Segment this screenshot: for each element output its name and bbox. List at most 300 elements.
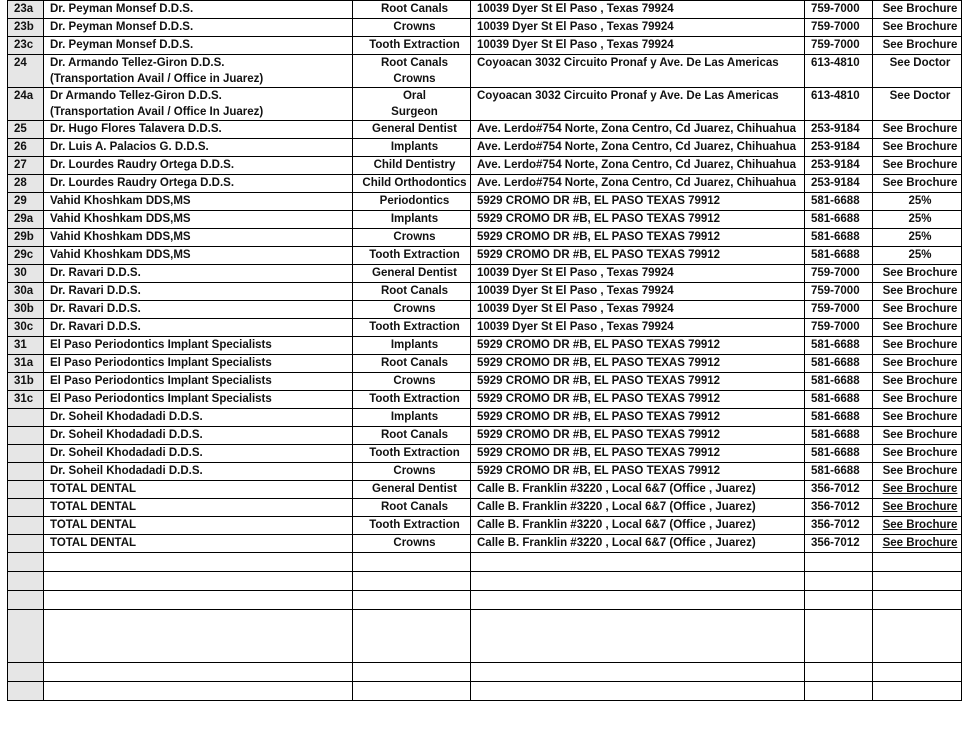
table-row bbox=[8, 373, 962, 391]
address: 5929 CROMO DR #B, EL PASO TEXAS 79912 bbox=[477, 411, 721, 423]
empty-cell bbox=[873, 663, 962, 682]
row-number: 29b bbox=[14, 231, 34, 243]
phone-cell bbox=[805, 355, 873, 373]
provider-name-cell bbox=[44, 283, 353, 301]
row-number-cell bbox=[8, 193, 44, 211]
provider-name: Vahid Khoshkam DDS,MS bbox=[50, 231, 191, 243]
table-row bbox=[8, 88, 962, 121]
phone-number: 759-7000 bbox=[811, 285, 860, 297]
provider-name: (Transportation Avail / Office in Juarez) bbox=[50, 73, 264, 85]
service-name: Crowns bbox=[393, 537, 436, 549]
table-row bbox=[8, 499, 962, 517]
table-row bbox=[8, 337, 962, 355]
service-name: Oral bbox=[402, 90, 426, 102]
empty-cell bbox=[353, 610, 471, 663]
phone-number: 581-6688 bbox=[811, 465, 860, 477]
address-cell bbox=[471, 229, 805, 247]
address: Calle B. Franklin #3220 , Local 6&7 (Office , Juarez) bbox=[477, 519, 756, 531]
phone-cell bbox=[805, 247, 873, 265]
row-number: 23b bbox=[14, 21, 34, 33]
discount-note-cell bbox=[873, 337, 962, 355]
phone-number: 581-6688 bbox=[811, 357, 860, 369]
discount-note-cell bbox=[873, 319, 962, 337]
discount-note: See Brochure bbox=[882, 429, 958, 441]
address-cell bbox=[471, 265, 805, 283]
service-cell bbox=[353, 427, 471, 445]
discount-note: See Brochure bbox=[882, 267, 958, 279]
service-name: Root Canals bbox=[380, 3, 449, 15]
address: Ave. Lerdo#754 Norte, Zona Centro, Cd Juarez, Chihuahua bbox=[477, 141, 797, 153]
brochure-link-cell[interactable] bbox=[873, 499, 962, 517]
phone-cell bbox=[805, 55, 873, 88]
discount-note-cell bbox=[873, 121, 962, 139]
see-brochure-link[interactable]: See Brochure bbox=[882, 483, 958, 495]
address: 10039 Dyer St El Paso , Texas 79924 bbox=[477, 39, 674, 51]
empty-cell bbox=[805, 663, 873, 682]
table-row bbox=[8, 157, 962, 175]
discount-note: See Brochure bbox=[882, 465, 958, 477]
discount-note: See Brochure bbox=[882, 339, 958, 351]
provider-name-cell bbox=[44, 463, 353, 481]
discount-note: See Brochure bbox=[882, 123, 958, 135]
address: 5929 CROMO DR #B, EL PASO TEXAS 79912 bbox=[477, 249, 721, 261]
service-name: Implants bbox=[390, 141, 439, 153]
provider-name: TOTAL DENTAL bbox=[50, 537, 137, 549]
empty-cell bbox=[353, 591, 471, 610]
provider-name: TOTAL DENTAL bbox=[50, 483, 137, 495]
brochure-link-cell[interactable] bbox=[873, 481, 962, 499]
address-cell bbox=[471, 499, 805, 517]
phone-number: 253-9184 bbox=[811, 123, 860, 135]
service-cell bbox=[353, 211, 471, 229]
address: 10039 Dyer St El Paso , Texas 79924 bbox=[477, 321, 674, 333]
provider-name-cell bbox=[44, 355, 353, 373]
empty-cell bbox=[353, 663, 471, 682]
provider-name-cell bbox=[44, 193, 353, 211]
discount-note-cell bbox=[873, 445, 962, 463]
discount-note-cell bbox=[873, 1, 962, 19]
service-name: General Dentist bbox=[372, 483, 457, 495]
address-cell bbox=[471, 373, 805, 391]
row-number-cell bbox=[8, 211, 44, 229]
row-number: 27 bbox=[14, 159, 27, 171]
discount-note: See Brochure bbox=[882, 357, 958, 369]
discount-note-cell bbox=[873, 301, 962, 319]
provider-name: Dr. Hugo Flores Talavera D.D.S. bbox=[50, 123, 222, 135]
phone-cell bbox=[805, 193, 873, 211]
discount-note-cell bbox=[873, 247, 962, 265]
row-number-cell bbox=[8, 265, 44, 283]
row-number: 29 bbox=[14, 195, 27, 207]
service-name: Tooth Extraction bbox=[369, 321, 460, 333]
service-cell bbox=[353, 391, 471, 409]
address: 5929 CROMO DR #B, EL PASO TEXAS 79912 bbox=[477, 375, 721, 387]
dental-providers-table bbox=[7, 0, 962, 701]
service-cell bbox=[353, 265, 471, 283]
empty-cell bbox=[805, 682, 873, 701]
table-row bbox=[8, 463, 962, 481]
table-row bbox=[8, 229, 962, 247]
empty-row bbox=[8, 663, 962, 682]
service-cell bbox=[353, 121, 471, 139]
row-number-cell bbox=[8, 355, 44, 373]
provider-name: El Paso Periodontics Implant Specialists bbox=[50, 357, 272, 369]
phone-number: 356-7012 bbox=[811, 501, 860, 513]
discount-note: 25% bbox=[908, 231, 932, 243]
service-name: Tooth Extraction bbox=[369, 249, 460, 261]
provider-name-cell bbox=[44, 37, 353, 55]
provider-name: Dr. Soheil Khodadadi D.D.S. bbox=[50, 465, 203, 477]
empty-cell bbox=[353, 682, 471, 701]
row-number-cell bbox=[8, 301, 44, 319]
phone-cell bbox=[805, 427, 873, 445]
discount-note-cell bbox=[873, 283, 962, 301]
phone-number: 613-4810 bbox=[811, 90, 860, 102]
address: 10039 Dyer St El Paso , Texas 79924 bbox=[477, 21, 674, 33]
row-number: 23a bbox=[14, 3, 34, 15]
service-name: General Dentist bbox=[372, 267, 457, 279]
provider-name-cell bbox=[44, 373, 353, 391]
empty-cell bbox=[471, 682, 805, 701]
address-cell bbox=[471, 37, 805, 55]
service-name: Root Canals bbox=[380, 285, 449, 297]
provider-name: (Transportation Avail / Office In Juarez) bbox=[50, 106, 264, 118]
provider-name: Vahid Khoshkam DDS,MS bbox=[50, 213, 191, 225]
provider-name-cell bbox=[44, 139, 353, 157]
discount-note: See Brochure bbox=[882, 3, 958, 15]
empty-cell bbox=[8, 610, 44, 663]
row-number-cell bbox=[8, 463, 44, 481]
discount-note: See Brochure bbox=[882, 375, 958, 387]
service-name: Implants bbox=[390, 213, 439, 225]
empty-row bbox=[8, 591, 962, 610]
address: 5929 CROMO DR #B, EL PASO TEXAS 79912 bbox=[477, 393, 721, 405]
phone-number: 581-6688 bbox=[811, 429, 860, 441]
provider-name-cell bbox=[44, 55, 353, 88]
empty-row bbox=[8, 553, 962, 572]
provider-name-cell bbox=[44, 175, 353, 193]
empty-cell bbox=[8, 663, 44, 682]
provider-name: Dr. Soheil Khodadadi D.D.S. bbox=[50, 411, 203, 423]
address-cell bbox=[471, 481, 805, 499]
row-number-cell bbox=[8, 37, 44, 55]
address: Ave. Lerdo#754 Norte, Zona Centro, Cd Juarez, Chihuahua bbox=[477, 123, 797, 135]
service-cell bbox=[353, 373, 471, 391]
table-row bbox=[8, 481, 962, 499]
row-number: 24 bbox=[14, 57, 27, 69]
address-cell bbox=[471, 175, 805, 193]
row-number: 30c bbox=[14, 321, 34, 333]
discount-note-cell bbox=[873, 175, 962, 193]
row-number-cell bbox=[8, 247, 44, 265]
address: 5929 CROMO DR #B, EL PASO TEXAS 79912 bbox=[477, 357, 721, 369]
row-number: 24a bbox=[14, 90, 34, 102]
service-cell bbox=[353, 319, 471, 337]
discount-note-cell bbox=[873, 409, 962, 427]
service-cell bbox=[353, 481, 471, 499]
service-name: Periodontics bbox=[379, 195, 450, 207]
row-number-cell bbox=[8, 535, 44, 553]
provider-name: El Paso Periodontics Implant Specialists bbox=[50, 339, 272, 351]
provider-name-cell bbox=[44, 481, 353, 499]
service-name: Implants bbox=[390, 411, 439, 423]
row-number: 30a bbox=[14, 285, 34, 297]
address-cell bbox=[471, 283, 805, 301]
row-number-cell bbox=[8, 337, 44, 355]
service-cell bbox=[353, 355, 471, 373]
phone-cell bbox=[805, 481, 873, 499]
empty-cell bbox=[44, 572, 353, 591]
address: Calle B. Franklin #3220 , Local 6&7 (Office , Juarez) bbox=[477, 501, 756, 513]
service-name: Surgeon bbox=[391, 106, 438, 118]
discount-note-cell bbox=[873, 55, 962, 88]
discount-note: See Doctor bbox=[889, 90, 951, 102]
address-cell bbox=[471, 88, 805, 121]
provider-name-cell bbox=[44, 88, 353, 121]
provider-name-cell bbox=[44, 409, 353, 427]
address-cell bbox=[471, 301, 805, 319]
discount-note-cell bbox=[873, 391, 962, 409]
phone-number: 356-7012 bbox=[811, 519, 860, 531]
address-cell bbox=[471, 535, 805, 553]
discount-note-cell bbox=[873, 265, 962, 283]
phone-number: 253-9184 bbox=[811, 141, 860, 153]
row-number-cell bbox=[8, 499, 44, 517]
phone-cell bbox=[805, 391, 873, 409]
row-number-cell bbox=[8, 55, 44, 88]
row-number: 31a bbox=[14, 357, 34, 369]
table-row bbox=[8, 301, 962, 319]
table-row bbox=[8, 55, 962, 88]
discount-note-cell bbox=[873, 157, 962, 175]
provider-name: Dr Armando Tellez-Giron D.D.S. bbox=[50, 90, 222, 102]
see-brochure-link[interactable]: See Brochure bbox=[882, 501, 958, 513]
phone-cell bbox=[805, 121, 873, 139]
address: 10039 Dyer St El Paso , Texas 79924 bbox=[477, 267, 674, 279]
address-cell bbox=[471, 193, 805, 211]
discount-note: See Brochure bbox=[882, 141, 958, 153]
provider-name: TOTAL DENTAL bbox=[50, 519, 137, 531]
table-row bbox=[8, 409, 962, 427]
row-number: 29c bbox=[14, 249, 34, 261]
service-cell bbox=[353, 55, 471, 88]
address: 10039 Dyer St El Paso , Texas 79924 bbox=[477, 3, 674, 15]
service-name: Root Canals bbox=[380, 357, 449, 369]
provider-name: Dr. Luis A. Palacios G. D.D.S. bbox=[50, 141, 209, 153]
table-row bbox=[8, 121, 962, 139]
service-cell bbox=[353, 157, 471, 175]
discount-note: See Brochure bbox=[882, 321, 958, 333]
phone-number: 581-6688 bbox=[811, 393, 860, 405]
empty-cell bbox=[873, 610, 962, 663]
phone-cell bbox=[805, 409, 873, 427]
phone-cell bbox=[805, 301, 873, 319]
discount-note: See Brochure bbox=[882, 177, 958, 189]
address-cell bbox=[471, 319, 805, 337]
address: Calle B. Franklin #3220 , Local 6&7 (Office , Juarez) bbox=[477, 537, 756, 549]
empty-cell bbox=[44, 663, 353, 682]
service-cell bbox=[353, 337, 471, 355]
empty-row bbox=[8, 610, 962, 663]
provider-name: Dr. Ravari D.D.S. bbox=[50, 321, 141, 333]
row-number: 31b bbox=[14, 375, 34, 387]
table-row bbox=[8, 37, 962, 55]
provider-name: TOTAL DENTAL bbox=[50, 501, 137, 513]
address-cell bbox=[471, 463, 805, 481]
empty-cell bbox=[44, 591, 353, 610]
provider-name-cell bbox=[44, 535, 353, 553]
phone-cell bbox=[805, 373, 873, 391]
see-brochure-link[interactable]: See Brochure bbox=[882, 519, 958, 531]
phone-number: 581-6688 bbox=[811, 411, 860, 423]
empty-cell bbox=[805, 572, 873, 591]
phone-cell bbox=[805, 463, 873, 481]
provider-name-cell bbox=[44, 265, 353, 283]
row-number: 23c bbox=[14, 39, 34, 51]
address-cell bbox=[471, 427, 805, 445]
row-number-cell bbox=[8, 283, 44, 301]
discount-note: See Brochure bbox=[882, 447, 958, 459]
row-number-cell bbox=[8, 88, 44, 121]
service-name: Crowns bbox=[393, 465, 436, 477]
address-cell bbox=[471, 139, 805, 157]
service-cell bbox=[353, 229, 471, 247]
phone-number: 759-7000 bbox=[811, 21, 860, 33]
phone-cell bbox=[805, 1, 873, 19]
discount-note: See Brochure bbox=[882, 285, 958, 297]
phone-cell bbox=[805, 211, 873, 229]
phone-number: 759-7000 bbox=[811, 39, 860, 51]
phone-cell bbox=[805, 265, 873, 283]
discount-note-cell bbox=[873, 139, 962, 157]
table-row bbox=[8, 175, 962, 193]
provider-name-cell bbox=[44, 301, 353, 319]
brochure-link-cell[interactable] bbox=[873, 517, 962, 535]
phone-number: 581-6688 bbox=[811, 447, 860, 459]
discount-note: See Brochure bbox=[882, 39, 958, 51]
phone-cell bbox=[805, 175, 873, 193]
row-number: 31c bbox=[14, 393, 34, 405]
discount-note-cell bbox=[873, 193, 962, 211]
phone-number: 581-6688 bbox=[811, 375, 860, 387]
address: 5929 CROMO DR #B, EL PASO TEXAS 79912 bbox=[477, 231, 721, 243]
empty-cell bbox=[873, 682, 962, 701]
table-row bbox=[8, 139, 962, 157]
provider-name-cell bbox=[44, 337, 353, 355]
phone-cell bbox=[805, 37, 873, 55]
discount-note: 25% bbox=[908, 213, 932, 225]
table-row bbox=[8, 211, 962, 229]
phone-number: 759-7000 bbox=[811, 321, 860, 333]
service-name: Tooth Extraction bbox=[369, 39, 460, 51]
address-cell bbox=[471, 1, 805, 19]
provider-name-cell bbox=[44, 211, 353, 229]
provider-name-cell bbox=[44, 445, 353, 463]
row-number-cell bbox=[8, 139, 44, 157]
row-number-cell bbox=[8, 319, 44, 337]
row-number-cell bbox=[8, 445, 44, 463]
see-brochure-link[interactable]: See Brochure bbox=[882, 537, 958, 549]
provider-name: Dr. Ravari D.D.S. bbox=[50, 285, 141, 297]
provider-name-cell bbox=[44, 1, 353, 19]
empty-cell bbox=[471, 553, 805, 572]
service-cell bbox=[353, 301, 471, 319]
phone-cell bbox=[805, 337, 873, 355]
service-cell bbox=[353, 535, 471, 553]
empty-cell bbox=[873, 572, 962, 591]
empty-cell bbox=[805, 610, 873, 663]
row-number-cell bbox=[8, 1, 44, 19]
phone-number: 759-7000 bbox=[811, 267, 860, 279]
service-name: Tooth Extraction bbox=[369, 447, 460, 459]
discount-note: See Brochure bbox=[882, 159, 958, 171]
address: Coyoacan 3032 Circuito Pronaf y Ave. De Las Americas bbox=[477, 90, 779, 102]
address: 10039 Dyer St El Paso , Texas 79924 bbox=[477, 303, 674, 315]
phone-number: 581-6688 bbox=[811, 213, 860, 225]
provider-name-cell bbox=[44, 499, 353, 517]
address-cell bbox=[471, 355, 805, 373]
row-number: 30b bbox=[14, 303, 34, 315]
address: 5929 CROMO DR #B, EL PASO TEXAS 79912 bbox=[477, 447, 721, 459]
phone-number: 581-6688 bbox=[811, 231, 860, 243]
row-number-cell bbox=[8, 229, 44, 247]
phone-number: 253-9184 bbox=[811, 159, 860, 171]
service-name: Tooth Extraction bbox=[369, 393, 460, 405]
service-name: Root Canals bbox=[380, 57, 449, 69]
row-number-cell bbox=[8, 427, 44, 445]
provider-name: Dr. Soheil Khodadadi D.D.S. bbox=[50, 429, 203, 441]
service-cell bbox=[353, 409, 471, 427]
provider-name-cell bbox=[44, 319, 353, 337]
provider-name: Vahid Khoshkam DDS,MS bbox=[50, 195, 191, 207]
discount-note: See Brochure bbox=[882, 411, 958, 423]
provider-name: Dr. Ravari D.D.S. bbox=[50, 267, 141, 279]
provider-name: Dr. Peyman Monsef D.D.S. bbox=[50, 39, 194, 51]
row-number-cell bbox=[8, 409, 44, 427]
address-cell bbox=[471, 337, 805, 355]
service-name: Crowns bbox=[393, 303, 436, 315]
discount-note: See Brochure bbox=[882, 21, 958, 33]
row-number: 31 bbox=[14, 339, 27, 351]
phone-cell bbox=[805, 229, 873, 247]
provider-name-cell bbox=[44, 517, 353, 535]
phone-cell bbox=[805, 319, 873, 337]
brochure-link-cell[interactable] bbox=[873, 535, 962, 553]
provider-name: Dr. Ravari D.D.S. bbox=[50, 303, 141, 315]
service-cell bbox=[353, 463, 471, 481]
provider-name-cell bbox=[44, 427, 353, 445]
phone-number: 581-6688 bbox=[811, 249, 860, 261]
phone-cell bbox=[805, 499, 873, 517]
row-number: 26 bbox=[14, 141, 27, 153]
row-number-cell bbox=[8, 481, 44, 499]
service-cell bbox=[353, 37, 471, 55]
discount-note: 25% bbox=[908, 195, 932, 207]
phone-number: 581-6688 bbox=[811, 339, 860, 351]
table-row bbox=[8, 19, 962, 37]
table-row bbox=[8, 355, 962, 373]
service-name: Crowns bbox=[393, 231, 436, 243]
provider-name: Dr. Lourdes Raudry Ortega D.D.S. bbox=[50, 177, 235, 189]
phone-number: 356-7012 bbox=[811, 483, 860, 495]
discount-note-cell bbox=[873, 373, 962, 391]
discount-note-cell bbox=[873, 211, 962, 229]
empty-cell bbox=[8, 553, 44, 572]
service-cell bbox=[353, 283, 471, 301]
address-cell bbox=[471, 211, 805, 229]
discount-note-cell bbox=[873, 37, 962, 55]
empty-cell bbox=[8, 682, 44, 701]
